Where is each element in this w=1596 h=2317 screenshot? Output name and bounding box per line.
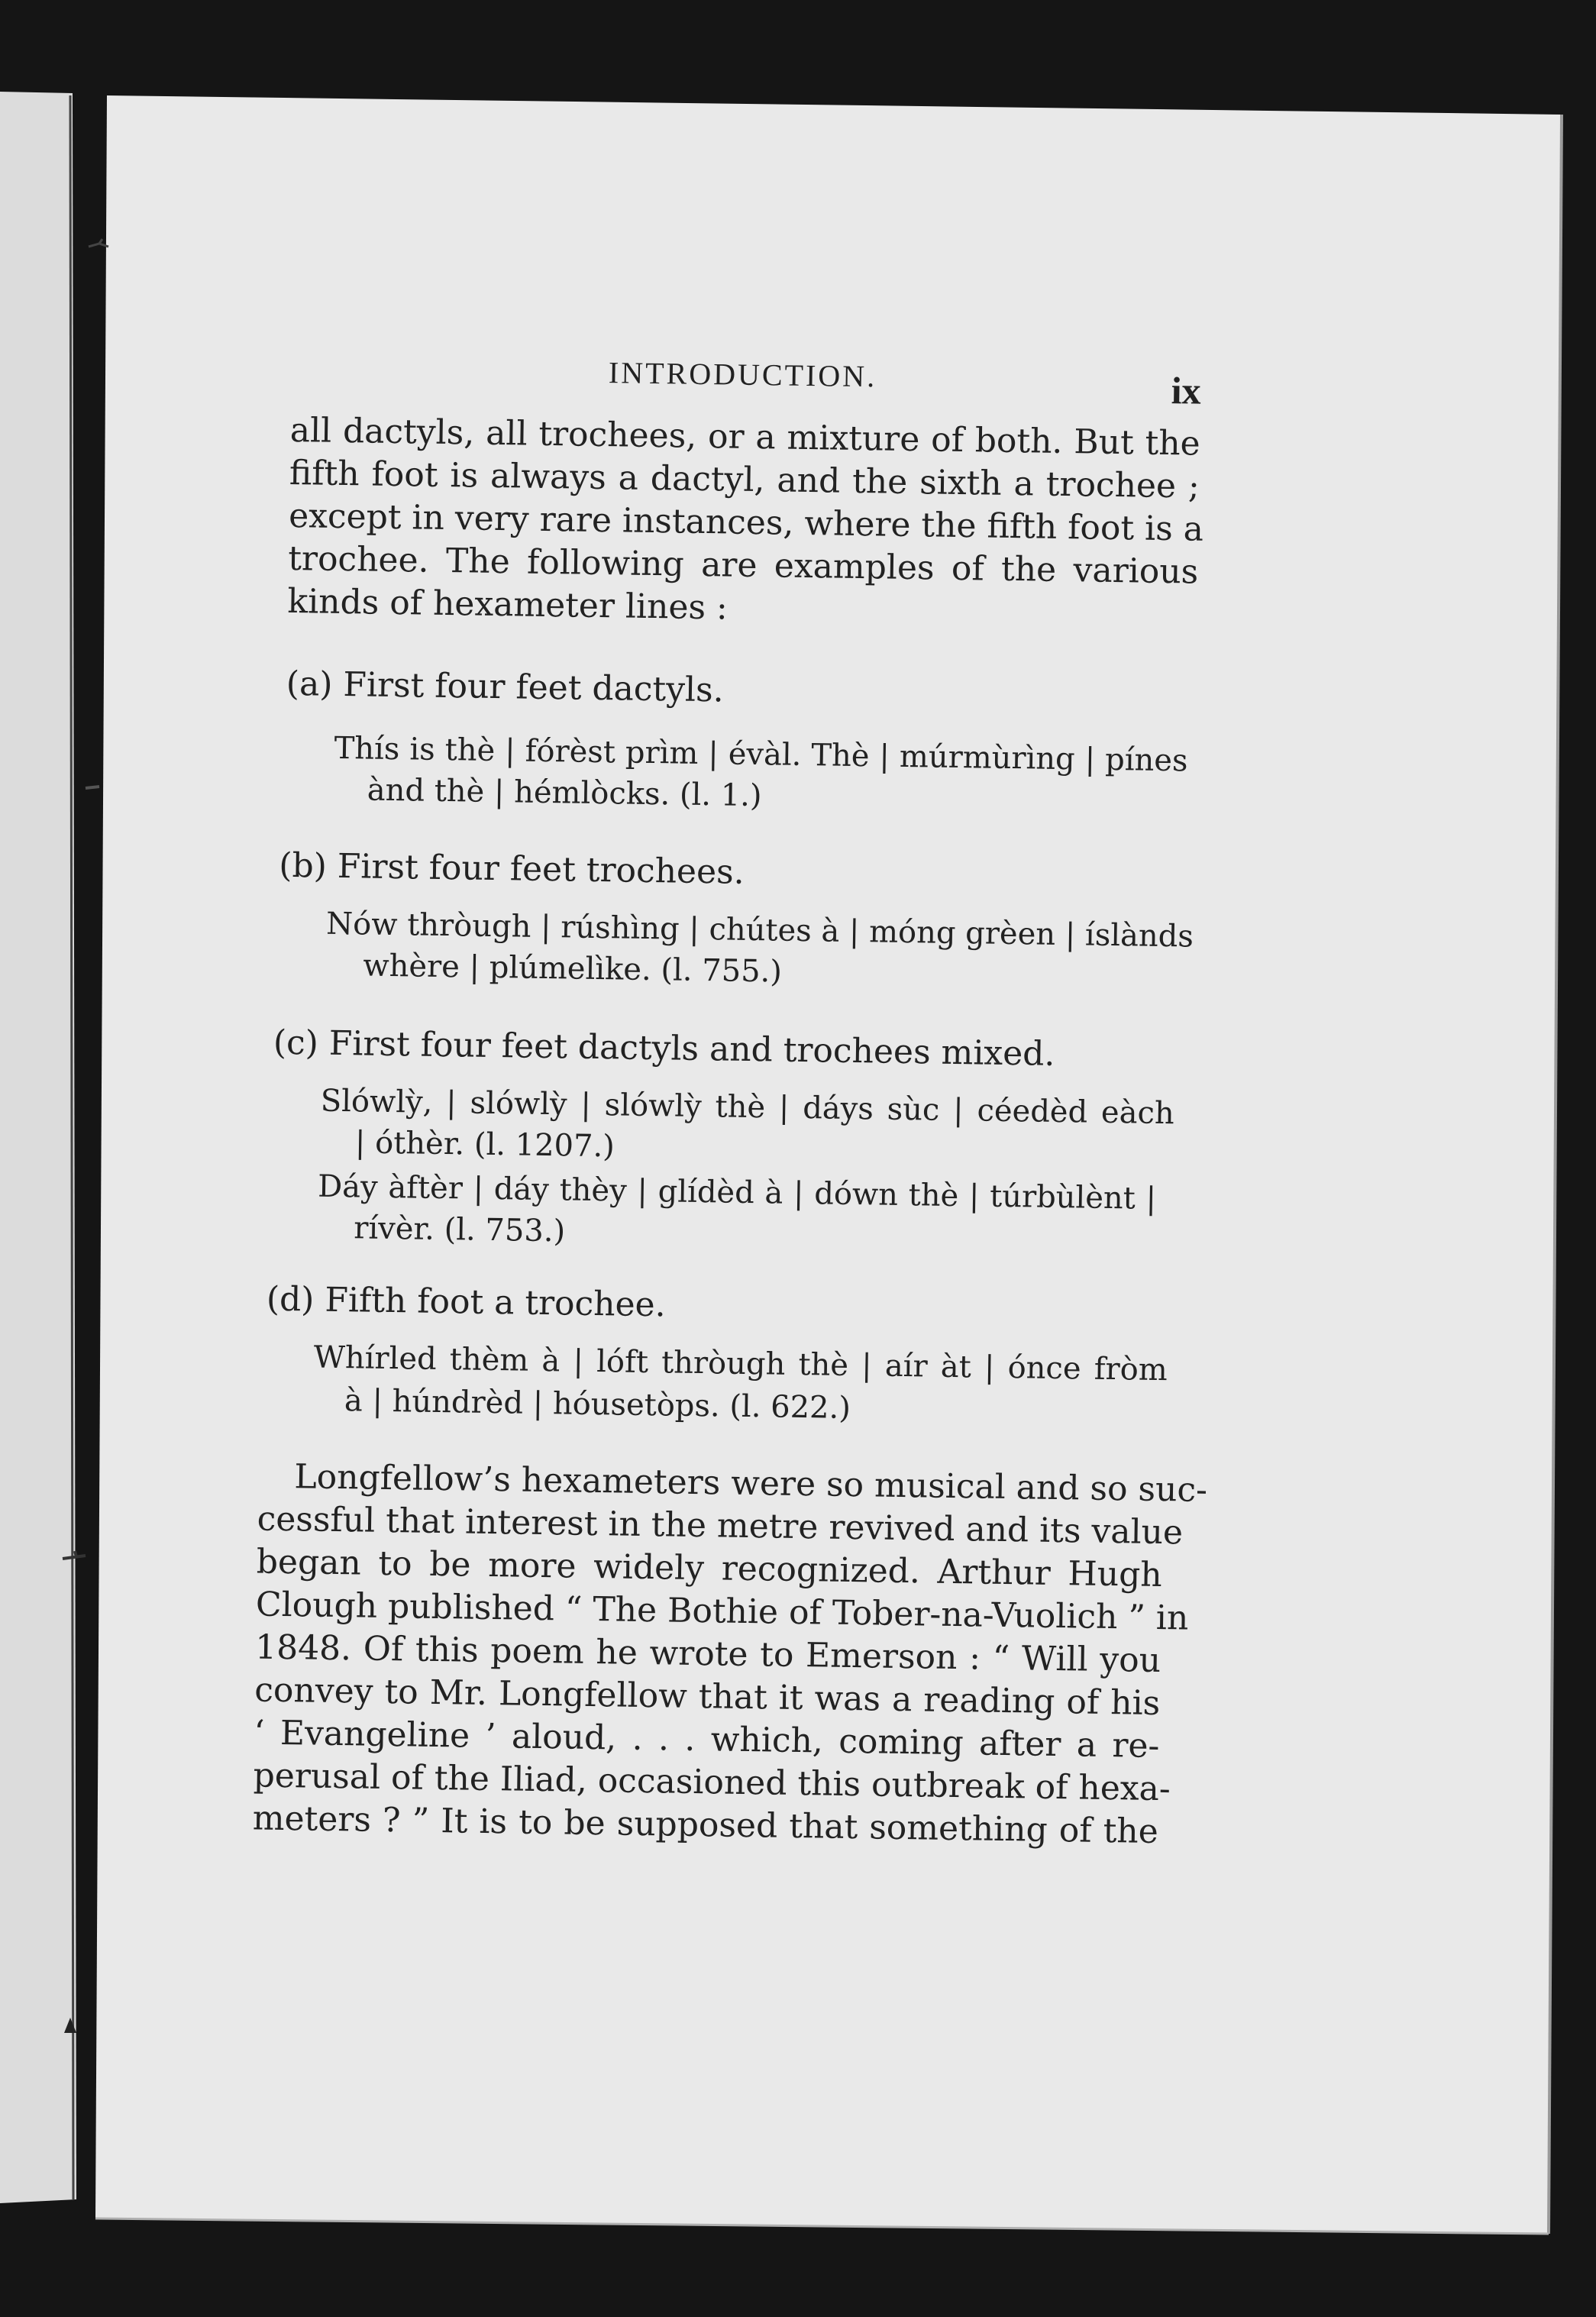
- verse-line: whère | plúmelìke. (l. 755.): [363, 948, 783, 990]
- paragraph-line: Longfellow’s hexameters were so musical and so suc-: [294, 1457, 1208, 1510]
- example-heading: (d) Fifth foot a trochee.: [266, 1279, 667, 1325]
- verse-line: Whírled thèm à | lóft thròugh thè | aír àt | ónce fròm: [313, 1339, 1168, 1388]
- paragraph-line: 1848. Of this poem he wrote to Emerson : “ Will you: [254, 1627, 1161, 1681]
- paragraph-line: meters ? ” It is to be supposed that something of the: [252, 1798, 1159, 1852]
- page-number: ix: [1171, 369, 1202, 412]
- paragraph-line: kinds of hexameter lines :: [287, 581, 729, 628]
- paragraph-line: convey to Mr. Longfellow that it was a reading of his: [254, 1670, 1161, 1724]
- example-heading: (a) First four feet dactyls.: [286, 664, 725, 710]
- running-head: INTRODUCTION.: [608, 355, 877, 394]
- example-heading: (c) First four feet dactyls and trochees mixed.: [273, 1023, 1055, 1074]
- verse-line: Dáy àftèr | dáy thèy | glídèd à | dówn thè | túrbùlènt |: [317, 1168, 1157, 1217]
- paragraph-line: trochee. The following are examples of the various: [287, 538, 1199, 592]
- verse-line: ànd thè | hémlòcks. (l. 1.): [367, 772, 762, 814]
- verse-line: rívèr. (l. 753.): [353, 1210, 566, 1249]
- verse-line: Nów thròugh | rúshìng | chútes à | móng grèen | íslànds: [325, 906, 1194, 955]
- paragraph-line: Clough published “ The Bothie of Tober-na-Vuolich ” in: [255, 1585, 1189, 1638]
- paragraph-line: began to be more widely recognized. Arthur Hugh: [256, 1542, 1163, 1595]
- example-heading: (b) First four feet trochees.: [278, 845, 745, 892]
- paragraph-line: ‘ Evangeline ’ aloud, . . . which, coming after a re-: [254, 1713, 1160, 1766]
- verse-line: Thís is thè | fórèst prìm | évàl. Thè | múrmùrìng | pínes: [334, 730, 1188, 779]
- paragraph-line: fifth foot is always a dactyl, and the sixth a trochee ;: [289, 453, 1200, 506]
- paragraph-line: all dactyls, all trochees, or a mixture of both. But the: [289, 410, 1201, 464]
- paragraph-line: except in very rare instances, where the fifth foot is a: [288, 496, 1204, 549]
- verse-line: à | húndrèd | hóusetòps. (l. 622.): [344, 1383, 851, 1426]
- paragraph-line: cessful that interest in the metre revived and its value: [257, 1499, 1184, 1553]
- paragraph-line: perusal of the Iliad, occasioned this outbreak of hexa-: [253, 1756, 1171, 1809]
- verse-line: Slówlỳ, | slówlỳ | slówlỳ thè | dáys sùc | céedèd eàch: [320, 1083, 1175, 1132]
- verse-line: | óthèr. (l. 1207.): [354, 1125, 615, 1165]
